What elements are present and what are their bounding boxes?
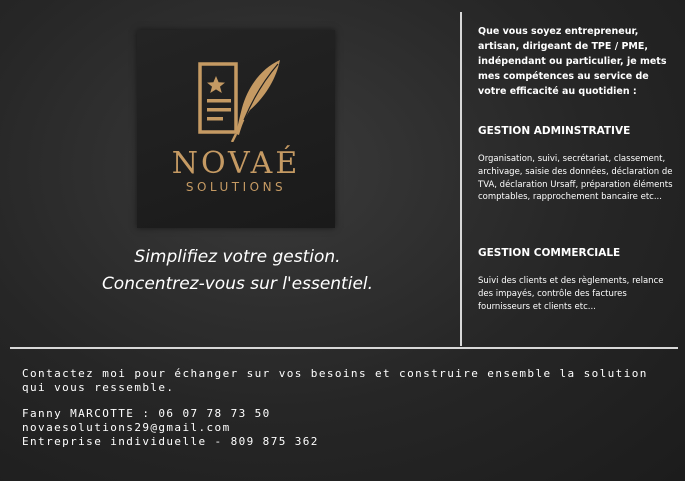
vertical-divider: [460, 12, 462, 346]
logo-card: [137, 30, 335, 228]
section-title-administrative: GESTION ADMINSTRATIVE: [478, 125, 631, 137]
contact-company: Entreprise individuelle - 809 875 362: [22, 435, 319, 448]
document-quill-icon: [192, 58, 284, 142]
section-title-commercial: GESTION COMMERCIALE: [478, 247, 621, 259]
horizontal-divider: [10, 347, 678, 349]
brand-subtitle: SOLUTIONS: [185, 180, 287, 194]
contact-email: novaesolutions29@gmail.com: [22, 421, 231, 434]
contact-message: Contactez moi pour échanger sur vos besoins et construire ensemble la solution qui vous ressemble.: [22, 367, 648, 394]
tagline: [95, 244, 380, 298]
brand-name: NOVAÉ: [171, 146, 301, 181]
tagline-line-1: Simplifiez votre gestion.: [134, 247, 341, 267]
contact-block: [22, 367, 672, 449]
section-text-commercial: Suivi des clients et des règlements, relance des impayés, contrôle des factures fournisseurs et clients etc...: [478, 276, 664, 312]
contact-name-phone: Fanny MARCOTTE : 06 07 78 73 50: [22, 407, 271, 420]
tagline-line-2: Concentrez-vous sur l'essentiel.: [101, 274, 374, 294]
section-text-administrative: Organisation, suivi, secrétariat, classement, archivage, saisie des données, déclaration de TVA, déclaration Ursaff, préparation éléments comptables, rapprochement bancaire etc...: [478, 154, 673, 203]
intro-text: Que vous soyez entrepreneur, artisan, dirigeant de TPE / PME, indépendant ou particulier, je mets mes compétences au service de votre efficacité au quotidien :: [478, 26, 667, 97]
intro-block: [478, 24, 676, 99]
